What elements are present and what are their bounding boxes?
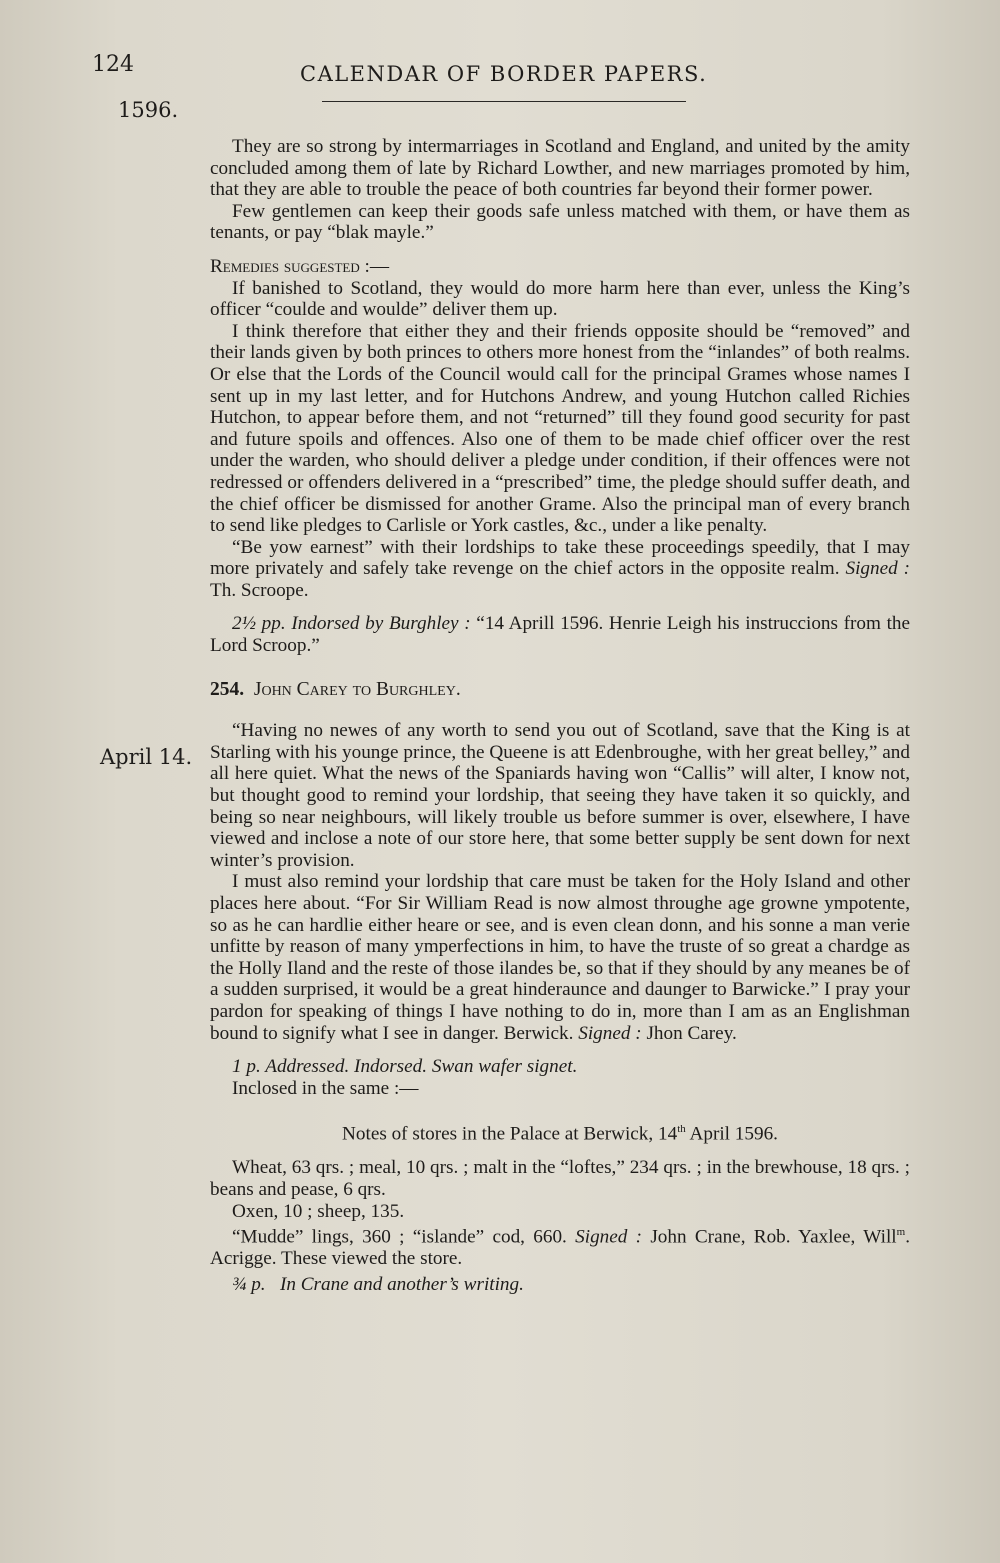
signatory: Jhon Carey. xyxy=(646,1022,737,1044)
page-number: 124 xyxy=(92,52,134,77)
page-body xyxy=(210,136,910,1295)
signed-label: Signed : xyxy=(845,558,911,580)
paragraph: Oxen, 10 ; sheep, 135. xyxy=(232,1200,405,1222)
margin-date: April 14. xyxy=(100,745,193,769)
signed-label: Signed : xyxy=(575,1226,643,1248)
paragraph: “Mudde” lings, 360 ; “islande” cod, 660. Signed : John Crane, Rob. Yaxlee, Will$^m$. Acrigge. These viewed the store. xyxy=(210,1226,910,1270)
notes-title: Notes of stores in the Palace at Berwick, 14th April 1596. xyxy=(342,1123,778,1145)
paragraph: Wheat, 63 qrs. ; meal, 10 qrs. ; malt in the “loftes,” 234 qrs. ; in the brewhouse, 18 qrs. ; beans and pease, 6 qrs. xyxy=(210,1157,910,1200)
signatory: Th. Scroope. xyxy=(210,579,309,601)
paragraph xyxy=(210,537,910,602)
paragraph: If banished to Scotland, they would do more harm here than ever, unless the King’s officer “coulde and woulde” deliver them up. xyxy=(210,277,910,321)
endorsement xyxy=(210,613,910,656)
document-heading xyxy=(210,679,910,701)
paragraph: Few gentlemen can keep their goods safe unless matched with them, or have them as tenants, or pay “blak mayle.” xyxy=(210,200,910,244)
signed-label: Signed : xyxy=(578,1022,642,1044)
page-count: 2½ pp. xyxy=(232,613,286,635)
header-rule xyxy=(322,101,686,102)
paragraph-text: I must also remind your lordship that care must be taken for the Holy Island and other places here about. “For Sir William Read is now almost throughe age growne ympotente, so as he can hardlie either heare or see, and is even clean donn, and his sonne a man verie unfitte by reason of many ymperfections in him, to have the truste of so great a chardge as the Holly Iland and the reste of those ilandes be, so that if they should by any meanes be of a sudden surprised, it would be a great hinderaunce and daunger to Barwicke.” I pray your pardon for speaking of things I have nothing to do in, more than I am as an Englishman bound to signify what I see in danger. Berwick. xyxy=(210,871,910,1044)
margin-year: 1596. xyxy=(118,98,179,122)
paragraph-text: “Be yow earnest” with their lordships to take these proceedings speedily, that I may more privately and safely take revenge on the chief actors in the opposite realm. xyxy=(210,536,910,580)
paragraph: They are so strong by intermarriages in Scotland and England, and united by the amity concluded among them of late by Richard Lowther, and new marriages promoted by him, that they are able to trouble the peace of both countries far beyond their former power. xyxy=(210,136,910,201)
section-label: Remedies suggested :— xyxy=(210,255,390,277)
endorsement-text: “14 Aprill 1596. Henrie Leigh his instruccions from the Lord Scroop.” xyxy=(210,613,911,657)
paragraph: I think therefore that either they and their friends opposite should be “removed” and their lands given by both princes to others more honest from the “inlandes” of both realms. Or else that the Lords of the Council would call for the principal Grames whose names I sent up in my last letter, and for Hutchons Andrew, and young Hutchon called Richies Hutchon, to appear before them, and not “returned” till they found good security for past and future spoils and offences. Also one of them to be made chief officer over the rest under the warden, who should deliver a pledge under condition, if their offences were not redressed or offenders delivered in a “prescribed” time, the pledge should suffer death, and the chief officer be dismissed for another Grame. Also the principal man of every branch to send like pledges to Carlisle or York castles, &c., under a like penalty. xyxy=(210,320,910,537)
paragraph: “Having no newes of any worth to send you out of Scotland, save that the King is at Starling with his younge prince, the Queene is att Edenbroughe, with her great belley,” and all here quiet. What the news of the Spaniards having won “Callis” will alter, I know not, but thought good to remind your lordship, that seeing they have taken it so quickly, and being so near neighbours, will likely trouble us before summer is over, elsewhere, I have viewed and inclose a note of our store here, that some better supply be sent down for next winter’s provision. xyxy=(210,720,910,871)
endorsement-text: In Crane and another’s writing. xyxy=(279,1273,524,1295)
endorsement-label: Indorsed by Burghley : xyxy=(291,613,471,635)
endorsement xyxy=(210,1274,910,1296)
document-title: John Carey to Burghley. xyxy=(253,678,461,700)
document-number: 254. xyxy=(210,678,245,700)
inclosure-note: Inclosed in the same :— xyxy=(232,1077,419,1099)
running-title: CALENDAR OF BORDER PAPERS. xyxy=(300,62,708,86)
endorsement xyxy=(210,1056,910,1078)
endorsement-text: 1 p. Addressed. Indorsed. Swan wafer signet. xyxy=(232,1056,578,1078)
page-count: ¾ p. xyxy=(232,1273,266,1295)
paragraph xyxy=(210,871,910,1044)
